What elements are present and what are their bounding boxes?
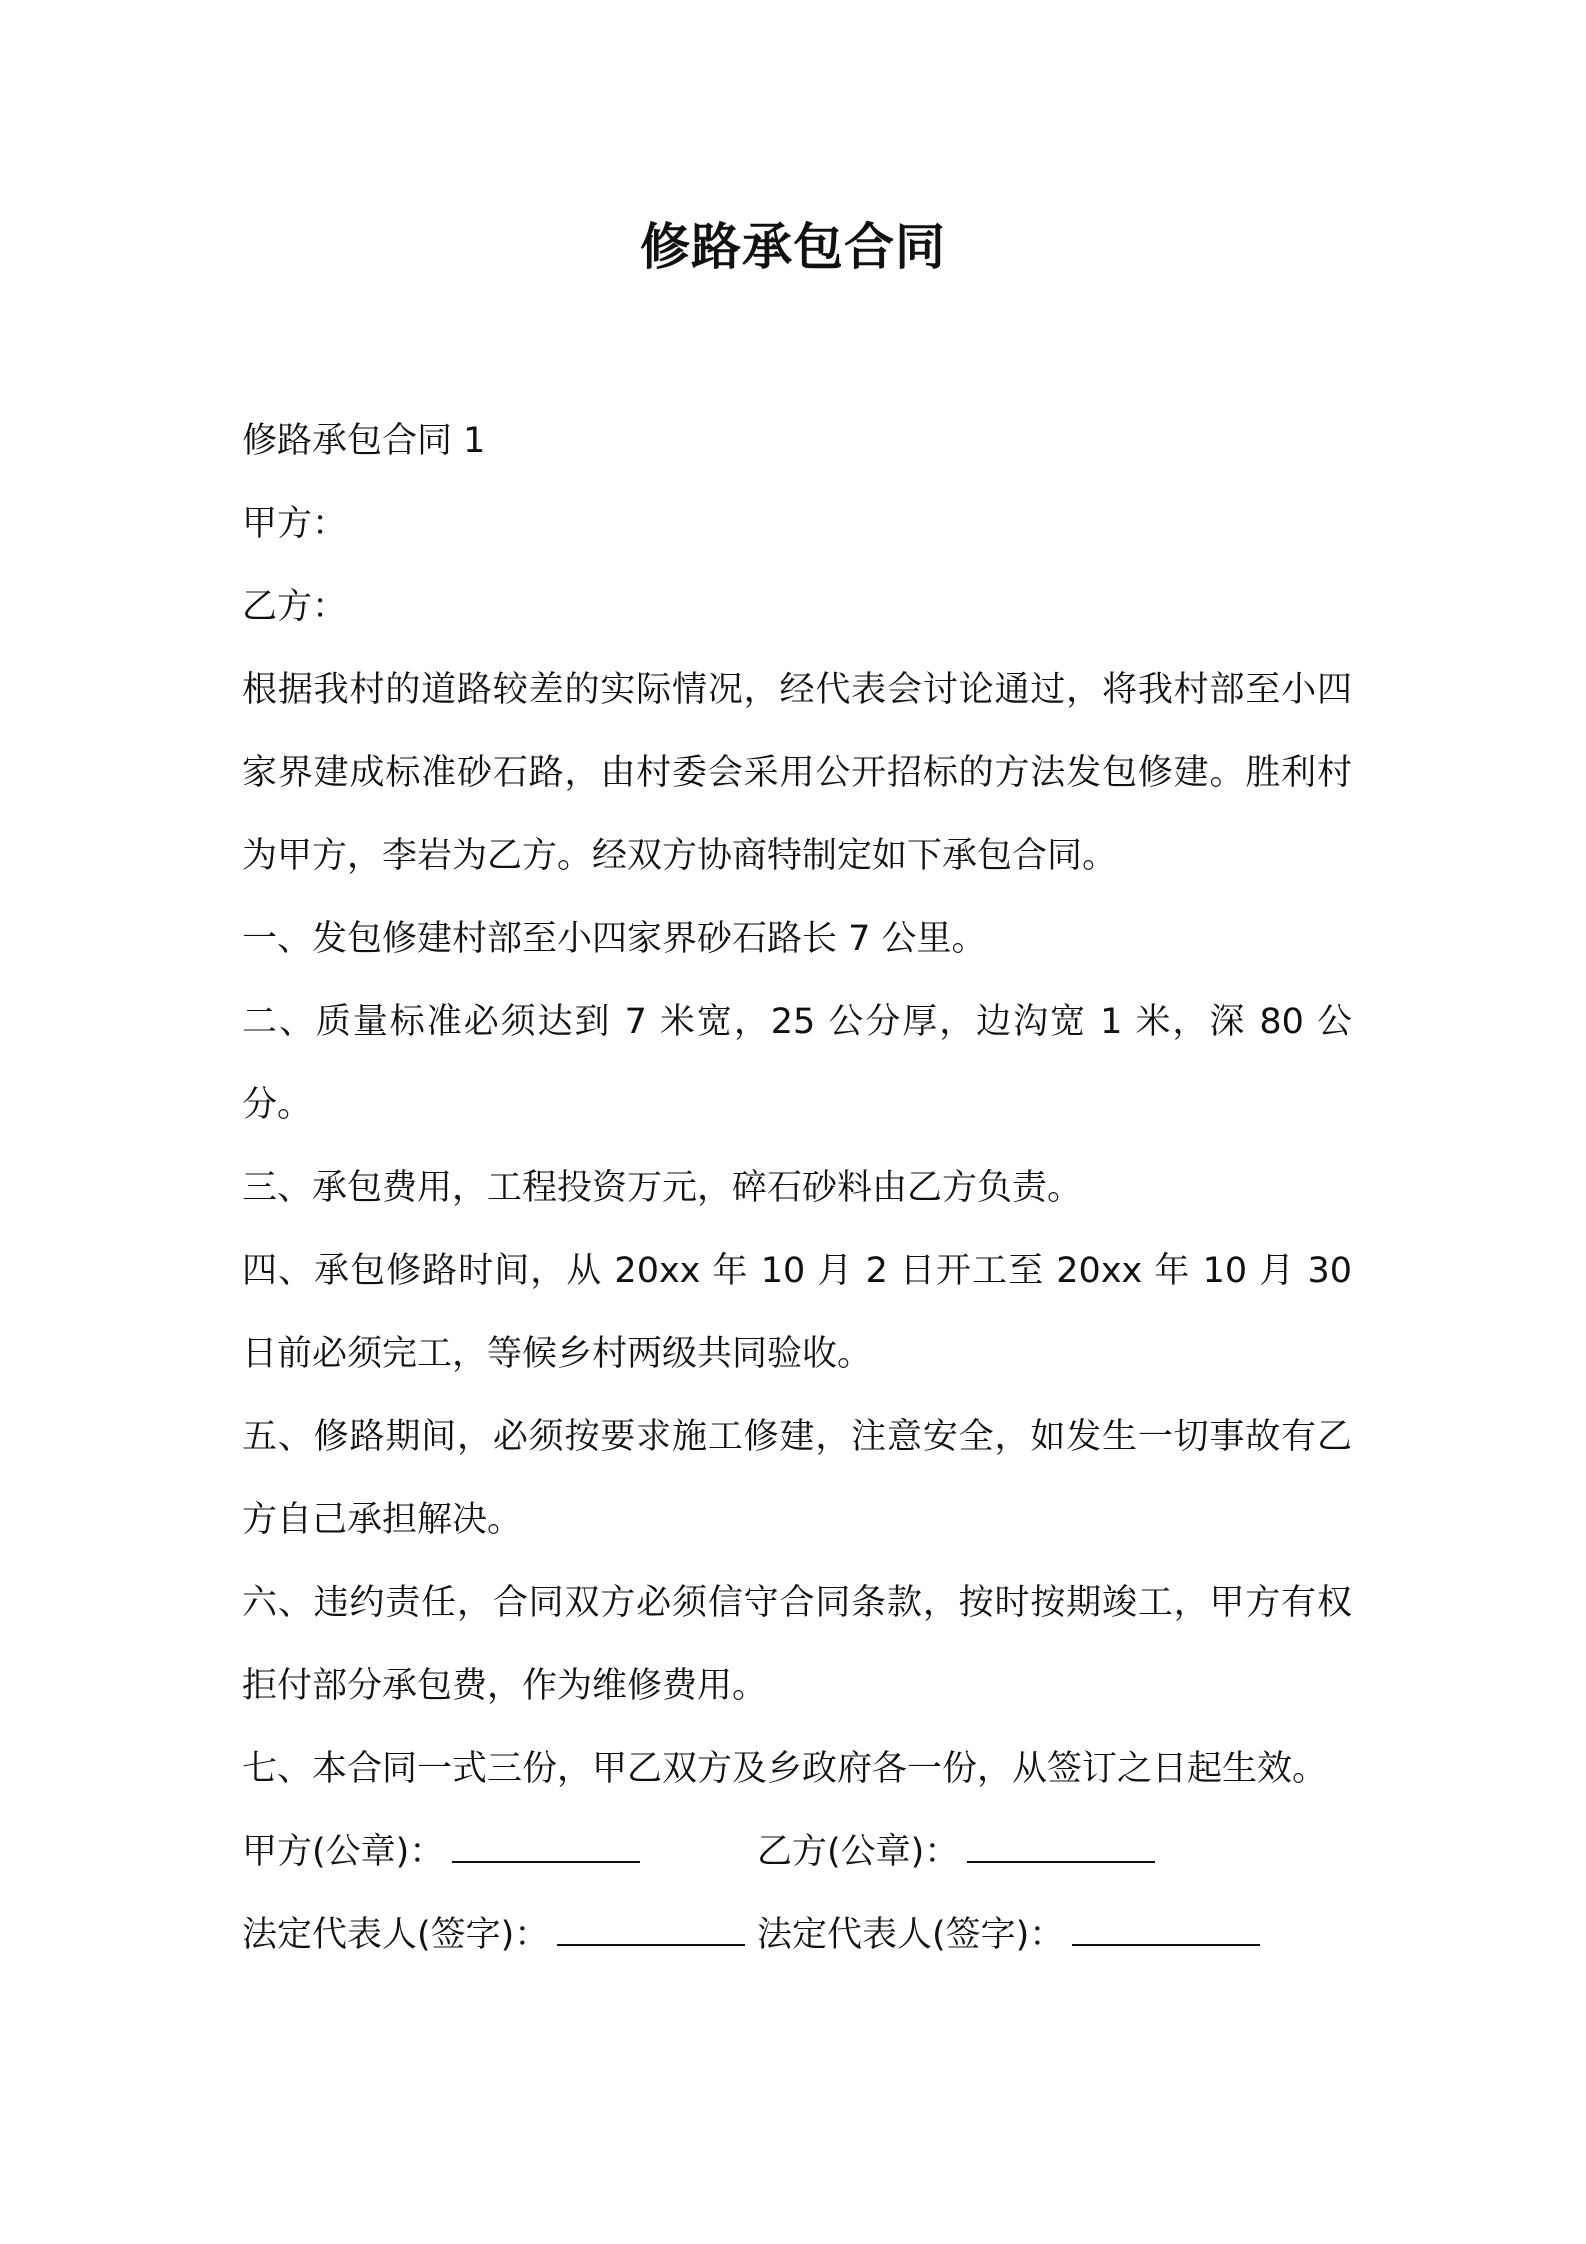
rep-a-label: 法定代表人(签字)： bbox=[242, 1915, 550, 1955]
party-a-label: 甲方： bbox=[242, 504, 348, 544]
contract-subtitle: 修路承包合同 1 bbox=[242, 421, 486, 461]
clause-5: 五、修路期间，必须按要求施工修建，注意安全，如发生一切事故有乙方自己承担解决。 bbox=[242, 1417, 1352, 1540]
document-body bbox=[242, 400, 1352, 1977]
rep-a-blank bbox=[557, 1914, 745, 1946]
party-b-label: 乙方： bbox=[242, 587, 348, 627]
party-a-seal-label: 甲方(公章)： bbox=[242, 1832, 445, 1872]
representative-signature-row bbox=[242, 1894, 1352, 1977]
rep-b-label: 法定代表人(签字)： bbox=[757, 1915, 1065, 1955]
clause-6: 六、违约责任，合同双方必须信守合同条款，按时按期竣工，甲方有权拒付部分承包费，作为维修费用。 bbox=[242, 1583, 1352, 1706]
seal-signature-row bbox=[242, 1811, 1352, 1894]
clause-2: 二、质量标准必须达到 7 米宽，25 公分厚，边沟宽 1 米，深 80 公分。 bbox=[242, 1002, 1352, 1125]
clause-7: 七、本合同一式三份，甲乙双方及乡政府各一份，从签订之日起生效。 bbox=[242, 1749, 1328, 1789]
rep-b-field bbox=[757, 1894, 1260, 1977]
party-b-seal-label: 乙方(公章)： bbox=[757, 1832, 960, 1872]
clause-3: 三、承包费用，工程投资万元，碎石砂料由乙方负责。 bbox=[242, 1168, 1083, 1208]
party-b-seal-field bbox=[757, 1811, 1155, 1894]
party-a-seal-field bbox=[242, 1811, 757, 1894]
rep-b-blank bbox=[1072, 1914, 1260, 1946]
party-b-seal-blank bbox=[967, 1831, 1155, 1863]
clause-1: 一、发包修建村部至小四家界砂石路长 7 公里。 bbox=[242, 919, 987, 959]
rep-a-field bbox=[242, 1894, 757, 1977]
document-title: 修路承包合同 bbox=[640, 218, 946, 276]
clause-4: 四、承包修路时间，从 20xx 年 10 月 2 日开工至 20xx 年 10 月 30 日前必须完工，等候乡村两级共同验收。 bbox=[242, 1251, 1352, 1374]
preamble-paragraph: 根据我村的道路较差的实际情况，经代表会讨论通过，将我村部至小四家界建成标准砂石路，由村委会采用公开招标的方法发包修建。胜利村为甲方，李岩为乙方。经双方协商特制定如下承包合同。 bbox=[242, 670, 1352, 876]
party-a-seal-blank bbox=[452, 1831, 640, 1863]
